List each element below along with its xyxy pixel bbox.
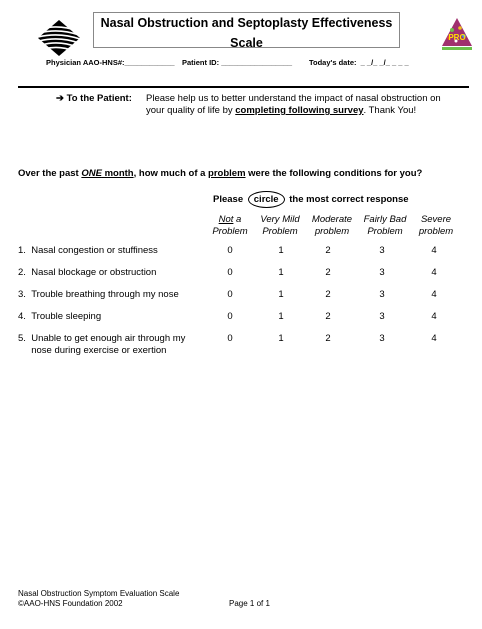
- score-option[interactable]: 3: [379, 311, 385, 322]
- date-blank[interactable]: _ _/_ _/_ _ _ _: [360, 58, 409, 67]
- column-header: Severe problem: [418, 214, 454, 237]
- date-label: Today's date:: [309, 58, 357, 67]
- patient-id-blank[interactable]: _________________: [221, 58, 293, 67]
- score-option[interactable]: 1: [278, 289, 284, 300]
- to-patient-heading: [56, 93, 132, 104]
- svg-text:PRO: PRO: [448, 33, 466, 42]
- footer: [18, 589, 179, 609]
- arrow-right-icon: ➔: [56, 93, 64, 104]
- score-option[interactable]: 2: [325, 311, 331, 322]
- score-option[interactable]: 0: [227, 267, 233, 278]
- score-option[interactable]: 4: [431, 311, 437, 322]
- circle-instruction: Please circle the most correct response: [213, 191, 409, 208]
- column-header: Fairly Bad Problem: [363, 214, 407, 237]
- score-option[interactable]: 1: [278, 311, 284, 322]
- column-header: Moderate problem: [311, 214, 353, 237]
- footer-scale-name: Nasal Obstruction Symptom Evaluation Scale: [18, 589, 180, 598]
- question-heading: Over the past ONE month, how much of a problem were the following conditions for you?: [18, 168, 423, 179]
- circle-word: circle: [248, 191, 285, 208]
- patient-id-label: Patient ID:: [182, 58, 220, 67]
- column-header: Not a Problem: [212, 214, 248, 237]
- item-label: 2. Nasal blockage or obstruction: [18, 267, 157, 278]
- score-option[interactable]: 0: [227, 311, 233, 322]
- date-field[interactable]: [309, 58, 409, 67]
- page-number: Page 1 of 1: [229, 599, 270, 608]
- form-title: Nasal Obstruction and Septoplasty Effectiveness Scale: [93, 12, 400, 48]
- column-header: Very Mild Problem: [260, 214, 300, 237]
- score-option[interactable]: 4: [431, 267, 437, 278]
- aao-hns-logo: [36, 18, 82, 58]
- header-divider: [18, 86, 469, 88]
- score-option[interactable]: 4: [431, 289, 437, 300]
- score-option[interactable]: 3: [379, 245, 385, 256]
- item-label: 1. Nasal congestion or stuffiness: [18, 245, 158, 256]
- score-option[interactable]: 2: [325, 245, 331, 256]
- physician-blank[interactable]: ____________: [124, 58, 175, 67]
- pro-logo: [440, 16, 474, 52]
- score-option[interactable]: 0: [227, 333, 233, 344]
- to-patient-text: Please help us to better understand the impact of nasal obstruction on your quality of life by completing following survey. Thank You!: [146, 93, 441, 116]
- item-label: 3. Trouble breathing through my nose: [18, 289, 179, 300]
- to-patient-label: To the Patient:: [66, 93, 132, 104]
- physician-field[interactable]: [46, 58, 175, 67]
- score-option[interactable]: 0: [227, 245, 233, 256]
- score-option[interactable]: 1: [278, 245, 284, 256]
- score-option[interactable]: 2: [325, 267, 331, 278]
- score-option[interactable]: 2: [325, 289, 331, 300]
- score-option[interactable]: 1: [278, 267, 284, 278]
- item-label: 4. Trouble sleeping: [18, 311, 102, 322]
- score-option[interactable]: 3: [379, 333, 385, 344]
- score-option[interactable]: 1: [278, 333, 284, 344]
- score-option[interactable]: 3: [379, 289, 385, 300]
- item-label: 5. Unable to get enough air through my nose during exercise or exertion: [18, 333, 186, 356]
- patient-id-field[interactable]: [182, 58, 292, 67]
- score-option[interactable]: 2: [325, 333, 331, 344]
- score-option[interactable]: 0: [227, 289, 233, 300]
- score-option[interactable]: 4: [431, 333, 437, 344]
- score-option[interactable]: 3: [379, 267, 385, 278]
- survey-emphasis: completing following survey: [235, 105, 364, 116]
- footer-copyright: ©AAO-HNS Foundation 2002: [18, 599, 123, 608]
- score-option[interactable]: 4: [431, 245, 437, 256]
- physician-label: Physician AAO-HNS#:: [46, 58, 125, 67]
